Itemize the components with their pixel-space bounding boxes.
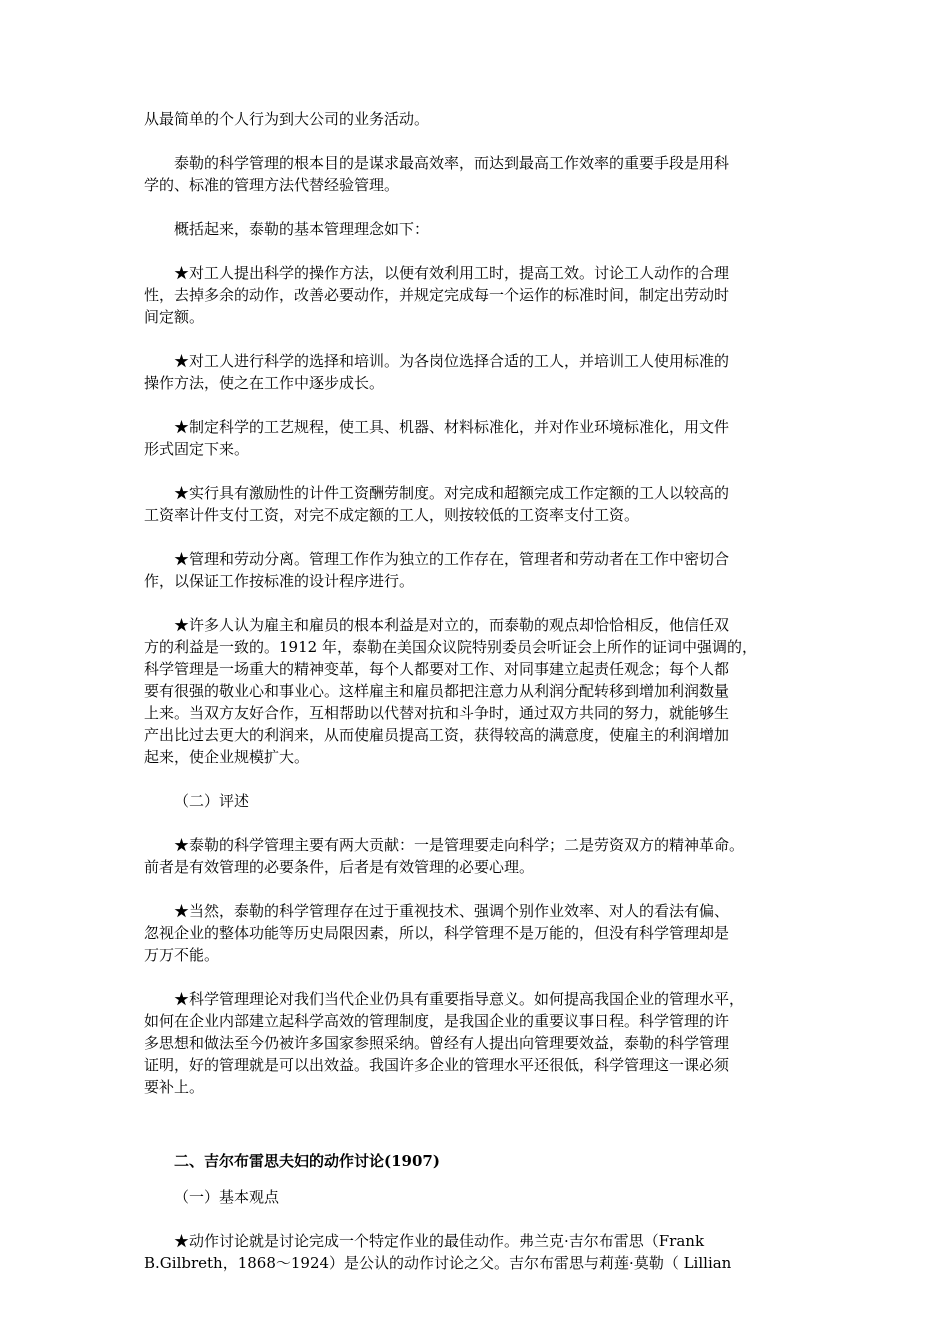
text-line: 证明，好的管理就是可以出效益。我国许多企业的管理水平还很低，科学管理这一课必须 xyxy=(144,1056,730,1074)
paragraph-7 xyxy=(144,482,812,526)
text-line: 前者是有效管理的必要条件，后者是有效管理的必要心理。 xyxy=(144,858,535,876)
text-line: 概括起来，泰勒的基本管理理念如下： xyxy=(174,220,430,238)
text-line: 间定额。 xyxy=(144,308,205,326)
text-line: 忽视企业的整体功能等历史局限因素，所以，科学管理不是万能的，但没有科学管理却是 xyxy=(144,924,730,942)
section-subheading-basic xyxy=(144,1186,812,1208)
section-heading: 二、吉尔布雷思夫妇的动作讨论(1907) xyxy=(174,1152,440,1170)
text-line: ★当然，泰勒的科学管理存在过于重视技术、强调个别作业效率、对人的看法有偏、 xyxy=(174,902,730,920)
text-line: 学的、标准的管理方法代替经验管理。 xyxy=(144,176,400,194)
paragraph-3 xyxy=(144,218,812,240)
paragraph-12 xyxy=(144,900,812,966)
text-line: 泰勒的科学管理的根本目的是谋求最高效率，而达到最高工作效率的重要手段是用科 xyxy=(174,154,730,172)
text-line: 多思想和做法至今仍被许多国家参照采纳。曾经有人提出向管理要效益，泰勒的科学管理 xyxy=(144,1034,730,1052)
text-line: （二）评述 xyxy=(174,792,250,810)
text-line: 形式固定下来。 xyxy=(144,440,250,458)
paragraph-11 xyxy=(144,834,812,878)
text-line: B.Gilbreth，1868～1924）是公认的动作讨论之父。吉尔布雷思与莉莲·莫勒（ Lillian xyxy=(144,1254,732,1272)
paragraph-4 xyxy=(144,262,812,328)
text-line: ★泰勒的科学管理主要有两大贡献：一是管理要走向科学；二是劳资双方的精神革命。 xyxy=(174,836,745,854)
text-line: 工资率计件支付工资，对完不成定额的工人，则按较低的工资率支付工资。 xyxy=(144,506,640,524)
text-line: 上来。当双方友好合作，互相帮助以代替对抗和斗争时，通过双方共同的努力，就能够生 xyxy=(144,704,730,722)
text-line: 要有很强的敬业心和事业心。这样雇主和雇员都把注意力从利润分配转移到增加利润数量 xyxy=(144,682,730,700)
text-line: 科学管理是一场重大的精神变革，每个人都要对工作、对同事建立起责任观念；每个人都 xyxy=(144,660,730,678)
text-line: （一）基本观点 xyxy=(174,1188,280,1206)
section-subheading-review xyxy=(144,790,812,812)
text-line: ★对工人进行科学的选择和培训。为各岗位选择合适的工人，并培训工人使用标准的 xyxy=(174,352,730,370)
paragraph-1 xyxy=(144,108,812,130)
text-line: ★动作讨论就是讨论完成一个特定作业的最佳动作。弗兰克·吉尔布雷思（Frank xyxy=(174,1232,705,1250)
paragraph-9 xyxy=(144,614,812,768)
text-line: 性，去掉多余的动作，改善必要动作，并规定完成每一个运作的标准时间，制定出劳动时 xyxy=(144,286,730,304)
text-line: 要补上。 xyxy=(144,1078,205,1096)
text-line: ★管理和劳动分离。管理工作作为独立的工作存在，管理者和劳动者在工作中密切合 xyxy=(174,550,730,568)
text-line: ★对工人提出科学的操作方法，以便有效利用工时，提高工效。讨论工人动作的合理 xyxy=(174,264,730,282)
paragraph-13 xyxy=(144,988,812,1098)
paragraph-6 xyxy=(144,416,812,460)
paragraph-2 xyxy=(144,152,812,196)
text-line: ★制定科学的工艺规程，使工具、机器、材料标准化，并对作业环境标准化，用文件 xyxy=(174,418,730,436)
paragraph-8 xyxy=(144,548,812,592)
paragraph-5 xyxy=(144,350,812,394)
text-line: 操作方法，使之在工作中逐步成长。 xyxy=(144,374,385,392)
text-line: ★科学管理理论对我们当代企业仍具有重要指导意义。如何提高我国企业的管理水平， xyxy=(174,990,745,1008)
text-line: 起来，使企业规模扩大。 xyxy=(144,748,310,766)
text-line: 如何在企业内部建立起科学高效的管理制度，是我国企业的重要议事日程。科学管理的许 xyxy=(144,1012,730,1030)
text-line: 万万不能。 xyxy=(144,946,220,964)
text-line: 作，以保证工作按标准的设计程序进行。 xyxy=(144,572,415,590)
text-line: ★许多人认为雇主和雇员的根本利益是对立的，而泰勒的观点却恰恰相反，他信任双 xyxy=(174,616,730,634)
text-line: 从最简单的个人行为到大公司的业务活动。 xyxy=(144,110,430,128)
text-line: 产出比过去更大的利润来，从而使雇员提高工资，获得较高的满意度，使雇主的利润增加 xyxy=(144,726,730,744)
document-body xyxy=(144,108,812,1274)
paragraph-15 xyxy=(144,1230,812,1274)
text-line: ★实行具有激励性的计件工资酬劳制度。对完成和超额完成工作定额的工人以较高的 xyxy=(174,484,730,502)
text-line: 方的利益是一致的。1912 年，泰勒在美国众议院特别委员会听证会上所作的证词中强调的， xyxy=(144,638,757,656)
